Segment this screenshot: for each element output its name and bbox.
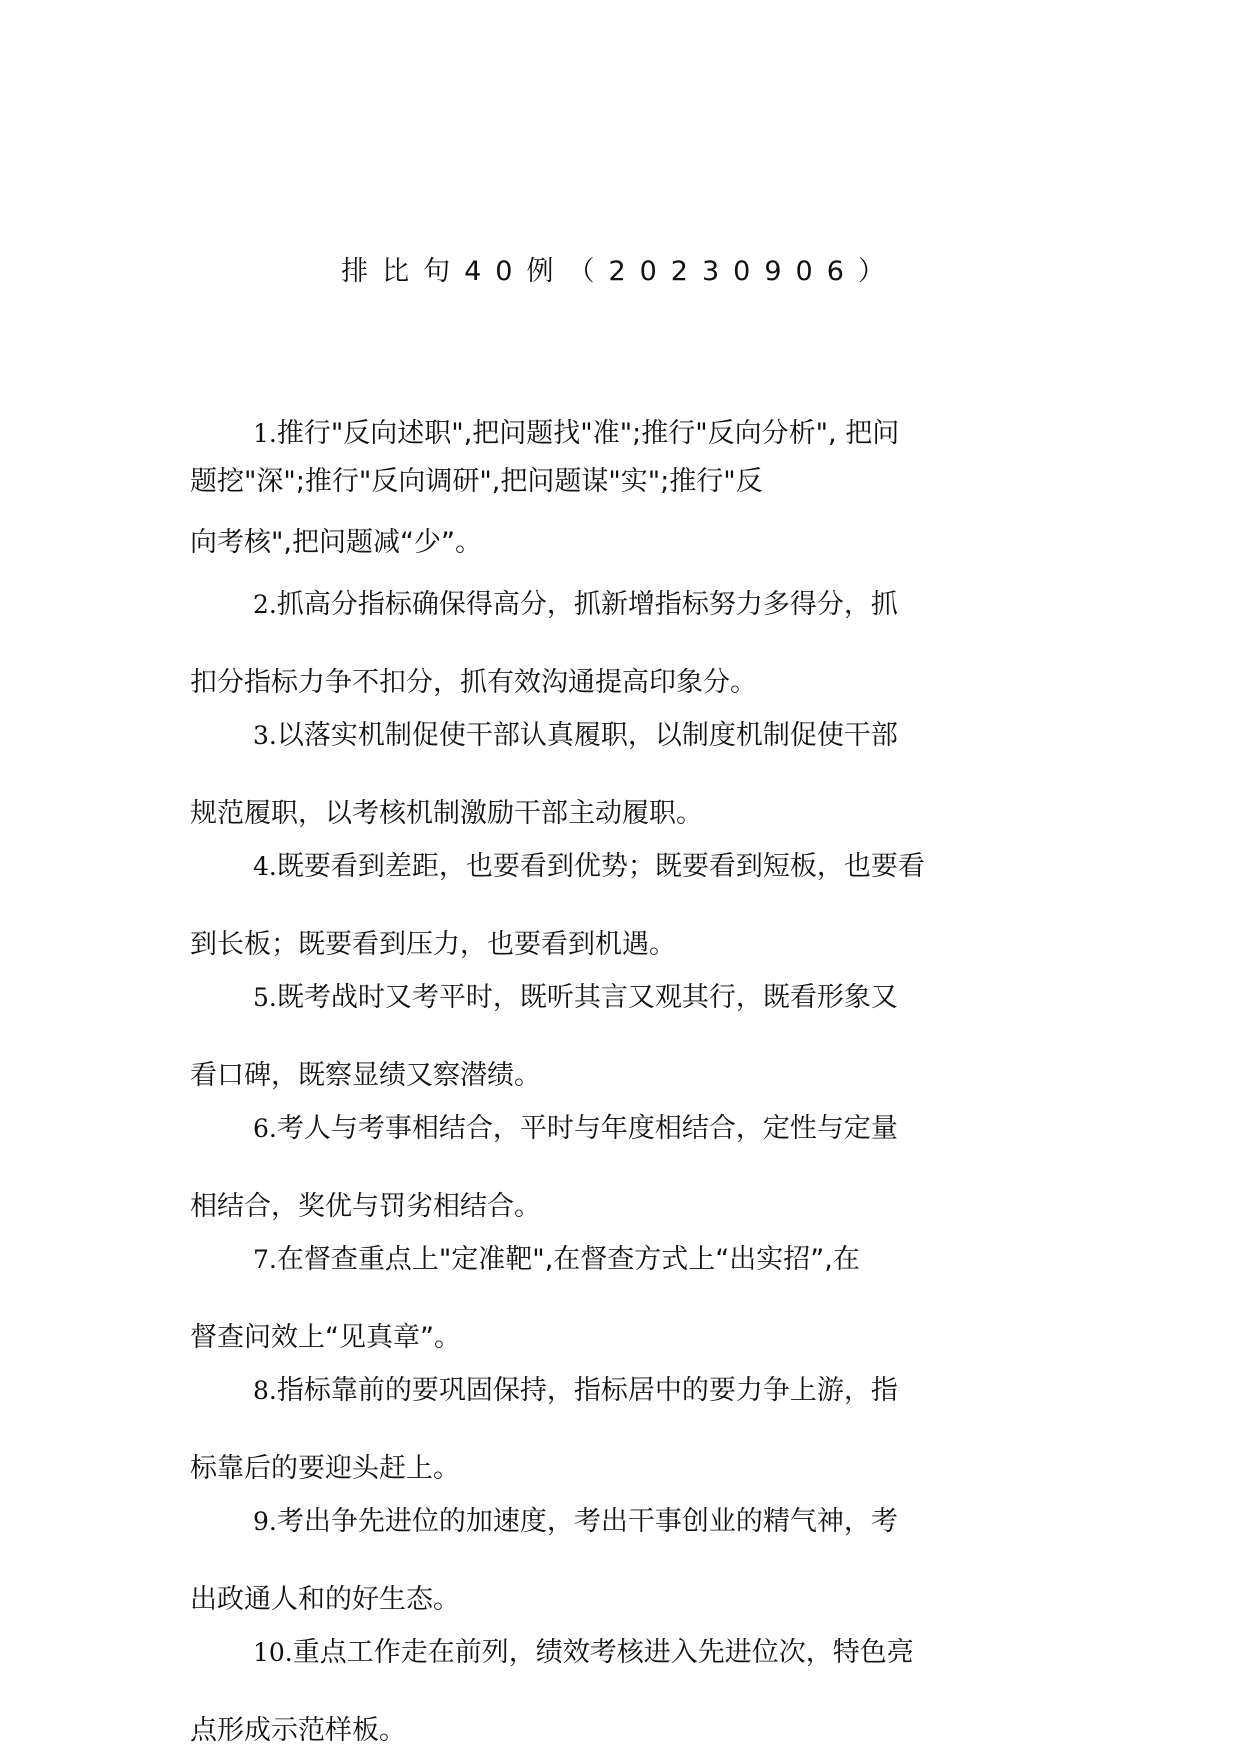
paragraph-text: 出政通人和的好生态。 — [190, 1584, 460, 1615]
paragraph-text: 到长板；既要看到压力，也要看到机遇。 — [190, 929, 676, 960]
paragraph-text: 看口碑，既察显绩又察潜绩。 — [190, 1060, 541, 1091]
paragraph-line — [190, 525, 1050, 561]
paragraph-line — [190, 587, 1050, 623]
paragraph-text: 标靠后的要迎头赶上。 — [190, 1453, 460, 1484]
paragraph-number: 9. — [253, 1507, 277, 1536]
paragraph-line — [190, 849, 1050, 885]
paragraph-line — [190, 796, 1050, 832]
paragraph-2 — [190, 587, 1050, 701]
paragraph-line — [190, 1320, 1050, 1356]
paragraph-line — [190, 1451, 1050, 1487]
paragraph-text: 规范履职，以考核机制激励干部主动履职。 — [190, 798, 703, 829]
paragraph-text: 指标靠前的要巩固保持，指标居中的要力争上游，指 — [276, 1375, 898, 1406]
paragraph-line — [190, 1111, 1050, 1147]
paragraph-line — [190, 1504, 1050, 1540]
paragraph-number: 3. — [253, 721, 277, 750]
paragraph-number: 1. — [253, 419, 277, 448]
paragraph-text: 扣分指标力争不扣分，抓有效沟通提高印象分。 — [190, 667, 757, 698]
paragraph-text: 考人与考事相结合，平时与年度相结合，定性与定量 — [276, 1113, 898, 1144]
paragraph-text: 题挖"深";推行"反向调研",把问题谋"实";推行"反 — [190, 466, 763, 497]
paragraph-line — [190, 1373, 1050, 1409]
paragraph-text: 点形成示范样板。 — [190, 1715, 406, 1746]
paragraph-7 — [190, 1242, 1050, 1356]
paragraph-text: 相结合，奖优与罚劣相结合。 — [190, 1191, 541, 1222]
paragraph-line — [190, 1189, 1050, 1225]
paragraph-text: 既要看到差距，也要看到优势；既要看到短板，也要看 — [276, 851, 925, 882]
paragraph-line — [190, 1713, 1050, 1749]
paragraph-line — [190, 416, 1050, 452]
paragraph-number: 2. — [253, 590, 277, 619]
paragraph-5 — [190, 980, 1050, 1094]
paragraph-line — [190, 1582, 1050, 1618]
paragraph-line — [190, 464, 1050, 500]
paragraph-text: 重点工作走在前列，绩效考核进入先进位次，特色亮 — [292, 1637, 914, 1668]
paragraph-3 — [190, 718, 1050, 832]
paragraph-text: 推行"反向述职",把问题找"准";推行"反向分析", 把问 — [276, 418, 900, 449]
paragraph-8 — [190, 1373, 1050, 1487]
paragraph-text: 督查问效上“见真章”。 — [190, 1322, 461, 1353]
paragraph-text: 考出争先进位的加速度，考出干事创业的精气神，考 — [276, 1506, 898, 1537]
paragraph-line — [190, 927, 1050, 963]
paragraph-6 — [190, 1111, 1050, 1225]
paragraph-9 — [190, 1504, 1050, 1618]
paragraph-line — [190, 718, 1050, 754]
paragraph-1 — [190, 416, 1050, 561]
paragraph-line — [190, 980, 1050, 1016]
paragraph-4 — [190, 849, 1050, 963]
paragraph-text: 向考核",把问题减“少”。 — [190, 527, 482, 558]
paragraph-text: 抓高分指标确保得高分，抓新增指标努力多得分，抓 — [276, 589, 898, 620]
paragraph-number: 7. — [253, 1245, 277, 1274]
paragraph-number: 5. — [253, 983, 277, 1012]
paragraph-number: 8. — [253, 1376, 277, 1405]
document-title: 排比句40例（20230906） — [341, 256, 899, 287]
paragraph-line — [190, 1242, 1050, 1278]
paragraph-text: 在督查重点上"定准靶",在督查方式上“出实招”,在 — [276, 1244, 860, 1275]
paragraph-line — [190, 665, 1050, 701]
paragraph-line — [190, 1635, 1050, 1671]
paragraph-10 — [190, 1635, 1050, 1749]
paragraph-number: 10. — [253, 1638, 293, 1667]
paragraph-number: 4. — [253, 852, 277, 881]
paragraph-number: 6. — [253, 1114, 277, 1143]
paragraph-text: 以落实机制促使干部认真履职，以制度机制促使干部 — [276, 720, 898, 751]
paragraph-text: 既考战时又考平时，既听其言又观其行，既看形象又 — [276, 982, 898, 1013]
paragraph-line — [190, 1058, 1050, 1094]
